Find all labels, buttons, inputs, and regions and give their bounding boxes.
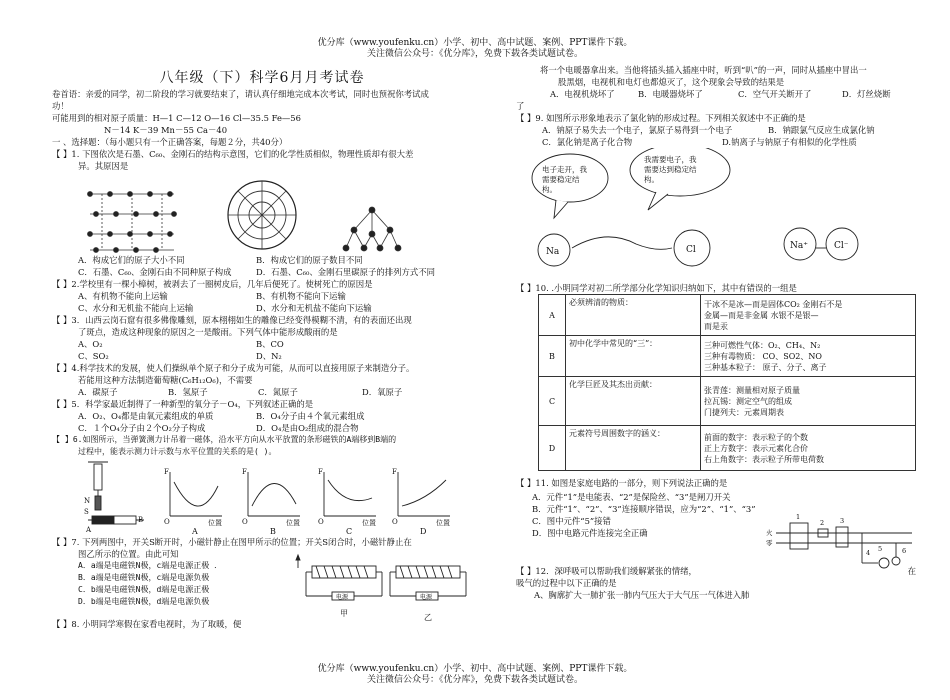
table-row bbox=[539, 295, 916, 336]
question-10-stem: 【 】10. .小明同学对初二所学部分化学知识归纳如下，其中有错误的一组是 bbox=[516, 283, 797, 293]
option-d[interactable]: D、N₂ bbox=[256, 351, 282, 361]
question-9-options bbox=[516, 124, 916, 136]
question-8-option-d-wrap: 了 bbox=[516, 101, 525, 111]
option-b[interactable]: B．电暖器烧坏了 bbox=[638, 89, 703, 99]
question-11-options bbox=[532, 491, 756, 539]
option-c[interactable]: C．氮原子 bbox=[258, 387, 298, 397]
row-line: 右上角数字：表示粒子所带电荷数 bbox=[704, 454, 824, 464]
question-4-options bbox=[52, 386, 472, 398]
diamond-structure-image bbox=[342, 204, 402, 254]
spring-scale-magnet-figure bbox=[52, 458, 472, 536]
option-d[interactable]: D、水分和无机盐不能向下运输 bbox=[256, 303, 372, 313]
knowledge-table bbox=[538, 294, 916, 471]
graphite-structure-image bbox=[82, 184, 182, 254]
graph-axis-f: F bbox=[164, 468, 169, 476]
graph-origin: O bbox=[164, 518, 170, 526]
question-2-stem: 【 】2.学校里有一棵小樟树，被剥去了一圈树皮后，几年后便死了。使树死亡的原因是 bbox=[52, 279, 373, 289]
row-line: 张青莲：测量相对原子质量 bbox=[704, 385, 800, 395]
question-6-figure bbox=[52, 458, 472, 536]
row-content bbox=[701, 295, 916, 336]
speech-bubble-text: 需要达到稳定结 bbox=[644, 165, 697, 174]
home-circuit-figure bbox=[766, 509, 916, 575]
option-a[interactable]: A．钠原子易失去一个电子，氯原子易得到一个电子 bbox=[542, 125, 733, 135]
graph-option-label[interactable]: A bbox=[192, 527, 198, 536]
option-b[interactable]: B．元件“1”、“2”、“3”连接顺序错误，应为“2”、“1”、“3” bbox=[532, 504, 756, 514]
graph-option-label[interactable]: D bbox=[420, 527, 427, 536]
component-number: 3 bbox=[840, 517, 845, 525]
row-line: 干冰不是冰—而是固体CO₂ 金刚石不是 bbox=[704, 299, 843, 309]
option-b[interactable]: B．O₄分子由４个氧元素组成 bbox=[256, 411, 365, 421]
left-column bbox=[52, 68, 472, 630]
question-8-continued: 股黑烟，电视机和电灯也都熄灭了，这个现象会导致的结果是 bbox=[558, 77, 785, 87]
option-a[interactable]: A．a端是电磁铁N极，c端是电源正极 ． bbox=[78, 561, 223, 570]
question-5-stem: 【 】5．科学家最近制得了一种新型的氧分子－O₄，下列叙述正确的是 bbox=[52, 399, 314, 409]
row-category: 必须辨清的物质： bbox=[566, 295, 701, 336]
option-a[interactable]: A、有机物不能向上运输 bbox=[78, 291, 168, 301]
page-footer bbox=[0, 664, 950, 686]
row-category: 化学巨匠及其杰出贡献： bbox=[566, 377, 701, 426]
row-label[interactable]: C bbox=[539, 377, 566, 426]
question-7-stem: 【 】7. 下列两图中，开关S断开时，小磁针静止在图甲所示的位置；开关S闭合时，小磁针静止在 bbox=[52, 537, 412, 547]
option-a[interactable]: A、胸廓扩大一肺扩张一肺内气压大于大气压一气体进入肺 bbox=[534, 590, 750, 600]
sodium-ion-label: Na⁺ bbox=[790, 241, 808, 251]
graph-axis-x: 位置 bbox=[286, 519, 300, 527]
graph-axis-f: F bbox=[392, 468, 397, 476]
row-line: 前面的数字：表示粒子的个数 bbox=[704, 432, 808, 442]
option-c[interactable]: C．氯化钠是离子化合物 bbox=[542, 137, 633, 147]
electromagnet-figure bbox=[292, 552, 472, 622]
row-line: 门捷列夫：元素周期表 bbox=[704, 407, 784, 417]
sodium-chloride-cartoon bbox=[516, 148, 916, 278]
row-content bbox=[701, 336, 916, 377]
question-12-stem: 吸气的过程中以下正确的是 bbox=[516, 578, 617, 588]
magnet-label-n: N bbox=[84, 497, 91, 505]
magnet-end-a: A bbox=[86, 526, 92, 534]
chloride-ion-label: Cl⁻ bbox=[834, 241, 849, 251]
option-c[interactable]: C．石墨、C₆₀、金刚石由不同种原子构成 bbox=[78, 267, 232, 277]
graph-option-label[interactable]: C bbox=[346, 527, 353, 536]
question-4-stem: 若能用这种方法制造葡萄糖(C₆H₁₂O₆)，不需要 bbox=[78, 375, 253, 385]
option-a[interactable]: A．O₂、O₄都是由氧元素组成的单质 bbox=[78, 411, 214, 421]
row-content bbox=[701, 426, 916, 471]
question-1-stem: 【 】1. 下图依次是石墨、C₆₀、金刚石的结构示意图，它们的化学性质相似，物理性质却有很大差 bbox=[52, 149, 414, 159]
live-wire-label: 火 bbox=[766, 529, 773, 537]
question-7-options bbox=[78, 560, 222, 608]
intro-line: 功！ bbox=[52, 101, 69, 111]
speech-bubble-text: 电子走开，我 bbox=[542, 165, 587, 174]
question-2-options bbox=[52, 302, 472, 314]
row-category: 元素符号周围数字的涵义： bbox=[566, 426, 701, 471]
question-3-stem: 【 】3．山西云岗石窟有很多佛像雕刻，原本栩栩如生的雕像已经变得模糊不清，有的表面还出现 bbox=[52, 315, 412, 325]
graph-axis-x: 位置 bbox=[208, 519, 222, 527]
option-d[interactable]: D．灯丝烧断 bbox=[842, 89, 891, 99]
question-1-options bbox=[52, 266, 472, 278]
row-category: 初中化学中常见的“三”： bbox=[566, 336, 701, 377]
question-12-stem-end: 在 bbox=[907, 566, 916, 576]
question-5-options bbox=[52, 422, 472, 434]
magnet-label-s: S bbox=[84, 508, 89, 516]
graph-axis-f: F bbox=[242, 468, 247, 476]
table-row bbox=[539, 336, 916, 377]
question-7-stem: 图乙所示的位置。由此可知 bbox=[78, 549, 179, 559]
option-c[interactable]: C．b端是电磁铁N极，d端是电源正极 bbox=[78, 585, 210, 594]
row-line: 金属—而是非金属 水银不是银— bbox=[704, 310, 819, 320]
question-3-options bbox=[52, 350, 472, 362]
row-line: 而是汞 bbox=[704, 321, 728, 331]
question-5-options bbox=[52, 410, 472, 422]
row-label[interactable]: B bbox=[539, 336, 566, 377]
magnet-end-b: B bbox=[138, 516, 144, 524]
figure-yi-label: 乙 bbox=[424, 613, 432, 622]
question-1-options bbox=[52, 254, 472, 266]
question-11-body bbox=[516, 489, 916, 565]
graph-axis-x: 位置 bbox=[436, 519, 450, 527]
question-9-stem: 【 】9. 如图所示形象地表示了氯化钠的形成过程。下列相关叙述中不正确的是 bbox=[516, 113, 806, 123]
component-number: 6 bbox=[902, 547, 907, 555]
question-12-stem: 【 】12．深呼吸可以帮助我们缓解紧张的情绪， bbox=[516, 566, 697, 576]
question-4-stem: 【 】4.科学技术的发展，使人们操纵单个原子和分子成为可能，从而可以直接用原子来制造分子。 bbox=[52, 363, 415, 373]
right-column bbox=[516, 64, 916, 601]
question-9-options bbox=[516, 136, 916, 148]
option-b[interactable]: B．a端是电磁铁N极，c端是电源负极 bbox=[78, 573, 210, 582]
question-9-figure bbox=[516, 148, 916, 278]
option-c[interactable]: C、水分和无机盐不能向上运输 bbox=[78, 303, 194, 313]
option-a[interactable]: A、O₂ bbox=[78, 339, 103, 349]
power-label: 电源 bbox=[336, 594, 349, 601]
graph-option-label[interactable]: B bbox=[270, 527, 276, 536]
question-1-stem: 异。其原因是 bbox=[78, 161, 129, 171]
sodium-atom-label: Na bbox=[546, 247, 560, 257]
question-3-stem: 了斑点，造成这种现象的原因之一是酸雨。下列气体中能形成酸雨的是 bbox=[78, 327, 338, 337]
option-d[interactable]: D.钠离子与钠原子有相似的化学性质 bbox=[722, 137, 857, 147]
graph-axis-f: F bbox=[318, 468, 323, 476]
c60-structure-image bbox=[222, 176, 302, 254]
row-line: 拉瓦锡：测定空气的组成 bbox=[704, 396, 792, 406]
question-8-options bbox=[516, 88, 916, 100]
header-line-2: 关注微信公众号：《优分库》，免费下载各类试题试卷。 bbox=[366, 49, 583, 59]
table-row bbox=[539, 426, 916, 471]
option-c[interactable]: C．空气开关断开了 bbox=[738, 89, 812, 99]
footer-line-2: 关注微信公众号：《优分库》，免费下载各类试题试卷。 bbox=[366, 675, 583, 685]
footer-line-1: 优分库（www.youfenku.cn）小学、初中、高中试题、案例、PPT课件下载。 bbox=[317, 664, 633, 674]
option-d[interactable]: D．图中电路元件连接完全正确 bbox=[532, 528, 648, 538]
option-d[interactable]: D．氧原子 bbox=[362, 387, 403, 397]
option-c[interactable]: C．１个O₄分子由２个O₂分子构成 bbox=[78, 423, 206, 433]
neutral-wire-label: 零 bbox=[766, 539, 773, 547]
option-a[interactable]: A．电视机烧坏了 bbox=[550, 89, 615, 99]
question-7-body bbox=[52, 560, 472, 622]
question-11-stem: 【 】11. 如图是家庭电路的一部分，则下列说法正确的是 bbox=[516, 478, 728, 488]
atomic-masses: N－14 K－39 Mn－55 Ca－40 bbox=[104, 125, 228, 135]
row-label[interactable]: A bbox=[539, 295, 566, 336]
carbon-structures-figure bbox=[52, 172, 472, 254]
component-number: 5 bbox=[878, 545, 883, 553]
option-c[interactable]: C、SO₂ bbox=[78, 351, 109, 361]
question-8-stem: 【 】8. 小明同学寒假在家看电视时，为了取暖，便 bbox=[52, 619, 242, 629]
power-label: 电源 bbox=[420, 594, 433, 601]
graph-origin: O bbox=[242, 518, 248, 526]
component-number: 4 bbox=[866, 549, 871, 557]
figure-jia-label: 甲 bbox=[340, 609, 348, 618]
row-line: 三种可燃性气体：O₂、CH₄、N₂ bbox=[704, 340, 821, 350]
option-d[interactable]: D．石墨、C₆₀、金刚石里碳原子的排列方式不同 bbox=[256, 267, 435, 277]
question-6-stem: 过程中，能表示测力计示数与水平位置的关系的是( )。 bbox=[78, 447, 277, 456]
graph-axis-x: 位置 bbox=[362, 519, 376, 527]
graph-origin: O bbox=[392, 518, 398, 526]
option-a[interactable]: A．碳原子 bbox=[78, 387, 118, 397]
speech-bubble-text: 构。 bbox=[644, 175, 659, 184]
row-content bbox=[701, 377, 916, 426]
section-heading: 一 、选择题：（每小题只有一个正确答案，每题２分，共40分） bbox=[52, 137, 288, 147]
speech-bubble-text: 需要稳定结 bbox=[542, 175, 580, 184]
option-c[interactable]: C．图中元件“5”接错 bbox=[532, 516, 611, 526]
question-8-continued: 将一个电暖器拿出来。当他将插头插入插座中时，听到“叭”的一声，同时从插座中冒出一 bbox=[540, 65, 867, 75]
question-3-options bbox=[52, 338, 472, 350]
page-header bbox=[0, 38, 950, 60]
row-line: 三种有毒物质： CO、SO2、NO bbox=[704, 351, 822, 361]
option-a[interactable]: A．元件“1”是电能表、“2”是保险丝、“3”是闸刀开关 bbox=[532, 492, 731, 502]
option-b[interactable]: B、有机物不能向下运输 bbox=[256, 291, 346, 301]
option-d[interactable]: D．O₄是由O₂组成的混合物 bbox=[256, 423, 359, 433]
option-d[interactable]: D．b端是电磁铁N极，d端是电源负极 bbox=[78, 597, 210, 606]
header-line-1: 优分库（www.youfenku.cn）小学、初中、高中试题、案例、PPT课件下载。 bbox=[317, 38, 633, 48]
option-b[interactable]: B、CO bbox=[256, 339, 284, 349]
option-b[interactable]: B．钠跟氯气反应生成氯化钠 bbox=[768, 125, 875, 135]
question-6-stem: 【 】6.如图所示，当弹簧测力计吊着一磁体，沿水平方向从水平放置的条形磁铁的A端移到B端的 bbox=[52, 435, 397, 444]
speech-bubble-text: 我需要电子，我 bbox=[644, 155, 697, 164]
chlorine-atom-label: Cl bbox=[686, 245, 696, 255]
option-a[interactable]: A．构成它们的原子大小不同 bbox=[78, 255, 185, 265]
option-b[interactable]: B．氢原子 bbox=[168, 387, 208, 397]
speech-bubble-text: 构。 bbox=[542, 185, 557, 194]
component-number: 1 bbox=[796, 513, 801, 521]
row-line: 三种基本粒子： 原子、分子、离子 bbox=[704, 362, 827, 372]
exam-title: 八年级（下）科学6月月考试卷 bbox=[159, 70, 365, 86]
row-line: 正上方数字：表示元素化合价 bbox=[704, 443, 808, 453]
atomic-masses: 可能用到的相对原子质量：H—1 C—12 O—16 Cl—35.5 Fe—56 bbox=[52, 113, 301, 123]
table-row bbox=[539, 377, 916, 426]
question-2-options bbox=[52, 290, 472, 302]
option-b[interactable]: B．构成它们的原子数目不同 bbox=[256, 255, 363, 265]
row-label[interactable]: D bbox=[539, 426, 566, 471]
component-number: 2 bbox=[820, 519, 825, 527]
graph-origin: O bbox=[318, 518, 324, 526]
intro-line: 卷首语：亲爱的同学，初二阶段的学习就要结束了，请认真仔细地完成本次考试，同时也预祝你考试成 bbox=[52, 89, 429, 99]
